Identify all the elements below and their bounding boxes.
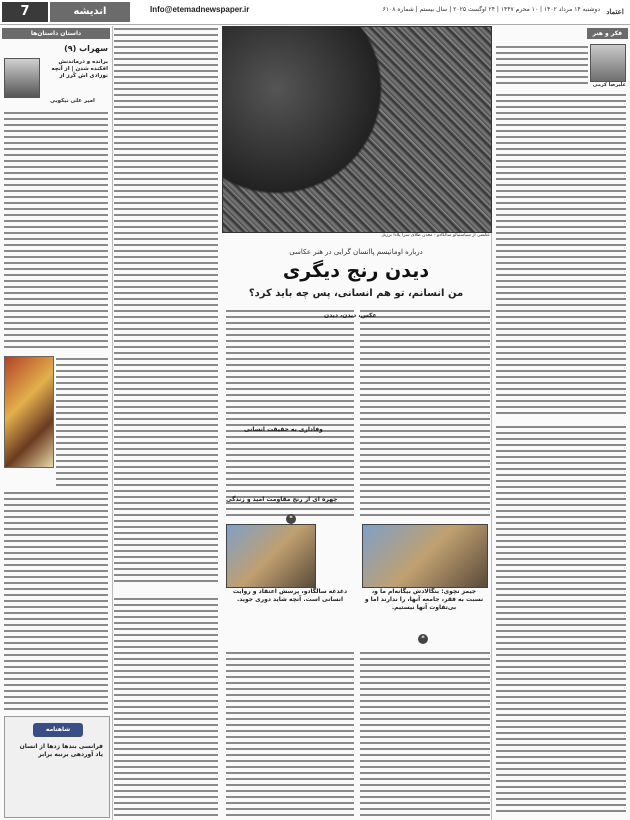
photo-photographer: [226, 524, 316, 588]
book-text: فرانسی بندها زدها از انسان یاد آوردهی برنبه برابر: [19, 743, 103, 758]
right-section-tag: فکر و هنر: [587, 28, 628, 39]
author-caption: علیرضا کرمی: [592, 82, 626, 88]
photo-caption: عکسی از سباستیائو سالگادو - معدن طلای سرا پلادا برزیل: [381, 233, 490, 238]
quote-icon: ❝: [418, 634, 428, 644]
subhead: چهره ای از رنج مقاومت امید و زندگی: [226, 496, 338, 503]
article-text: [496, 92, 626, 416]
miniature-painting: [4, 356, 54, 468]
article-text: [360, 308, 490, 518]
left-article-title: سهراب (۹): [64, 44, 108, 53]
photo-protest: [362, 524, 488, 588]
main-article: [114, 26, 490, 820]
article-text: [360, 650, 490, 816]
article-text: [496, 424, 626, 814]
article-text: [226, 650, 354, 816]
author-caption: امیر علی نیکوبی: [50, 98, 95, 104]
article-text: [4, 490, 108, 710]
callout-right: جیمز نچوی: بنگالادش بیگانه‌ام ما و، نسبت به فقر، جامعه آنها، را ندارند اما و بی‌تفاوت آنها نیستیم.: [364, 588, 484, 611]
callout-left: دغدغه سالگادو، پرسش اعتقاد و روایت انسانی است. آنچه شاید دوری جوید.: [232, 588, 348, 603]
section-title: اندیشه: [50, 2, 130, 22]
newspaper-logo: اعتماد: [606, 7, 624, 16]
article-text: [56, 356, 108, 486]
page-number: 7: [2, 2, 48, 22]
email-link[interactable]: Info@etemadnewspaper.ir: [150, 5, 250, 14]
subhead: وفاداری به حقیقت انسانی: [244, 426, 323, 433]
article-text: [114, 596, 218, 816]
article-subheadline: من انسانم، تو هم انسانی، پس چه باید کرد؟: [248, 288, 464, 299]
book-box: [4, 716, 110, 818]
article-text: [226, 308, 354, 518]
article-text: [4, 110, 108, 350]
subhead: عکس، دیدن، دیدن: [324, 312, 377, 319]
page-header: [0, 0, 630, 25]
article-headline: دیدن رنج دیگری: [282, 260, 430, 282]
left-column: [0, 26, 113, 820]
quote-icon: ❝: [286, 514, 296, 524]
date-line: دوشنبه ۱۴ مرداد ۱۴۰۲ | ۱۰ محرم ۱۴۴۷ | ۲۴ اوگست ۲۰۲۵ | سال بیستم | شماره ۶۱۰۸: [382, 6, 600, 13]
right-column: [491, 26, 630, 820]
author-photo: [4, 58, 40, 98]
main-photo: [222, 26, 492, 233]
article-text: [114, 26, 218, 586]
left-article-subtitle: برانده و درماندنش افکنده شدن | از آنچه نوزادی اش کُرز از: [51, 59, 108, 79]
author-photo: [590, 44, 626, 82]
article-kicker: درباره اومانیسم پاانسان گرایی در هنر عکاسی: [289, 248, 423, 256]
left-section-tag: داستان داستان‌ها: [2, 28, 110, 39]
book-badge: شاهنامه: [33, 723, 83, 737]
article-text: [496, 44, 588, 84]
